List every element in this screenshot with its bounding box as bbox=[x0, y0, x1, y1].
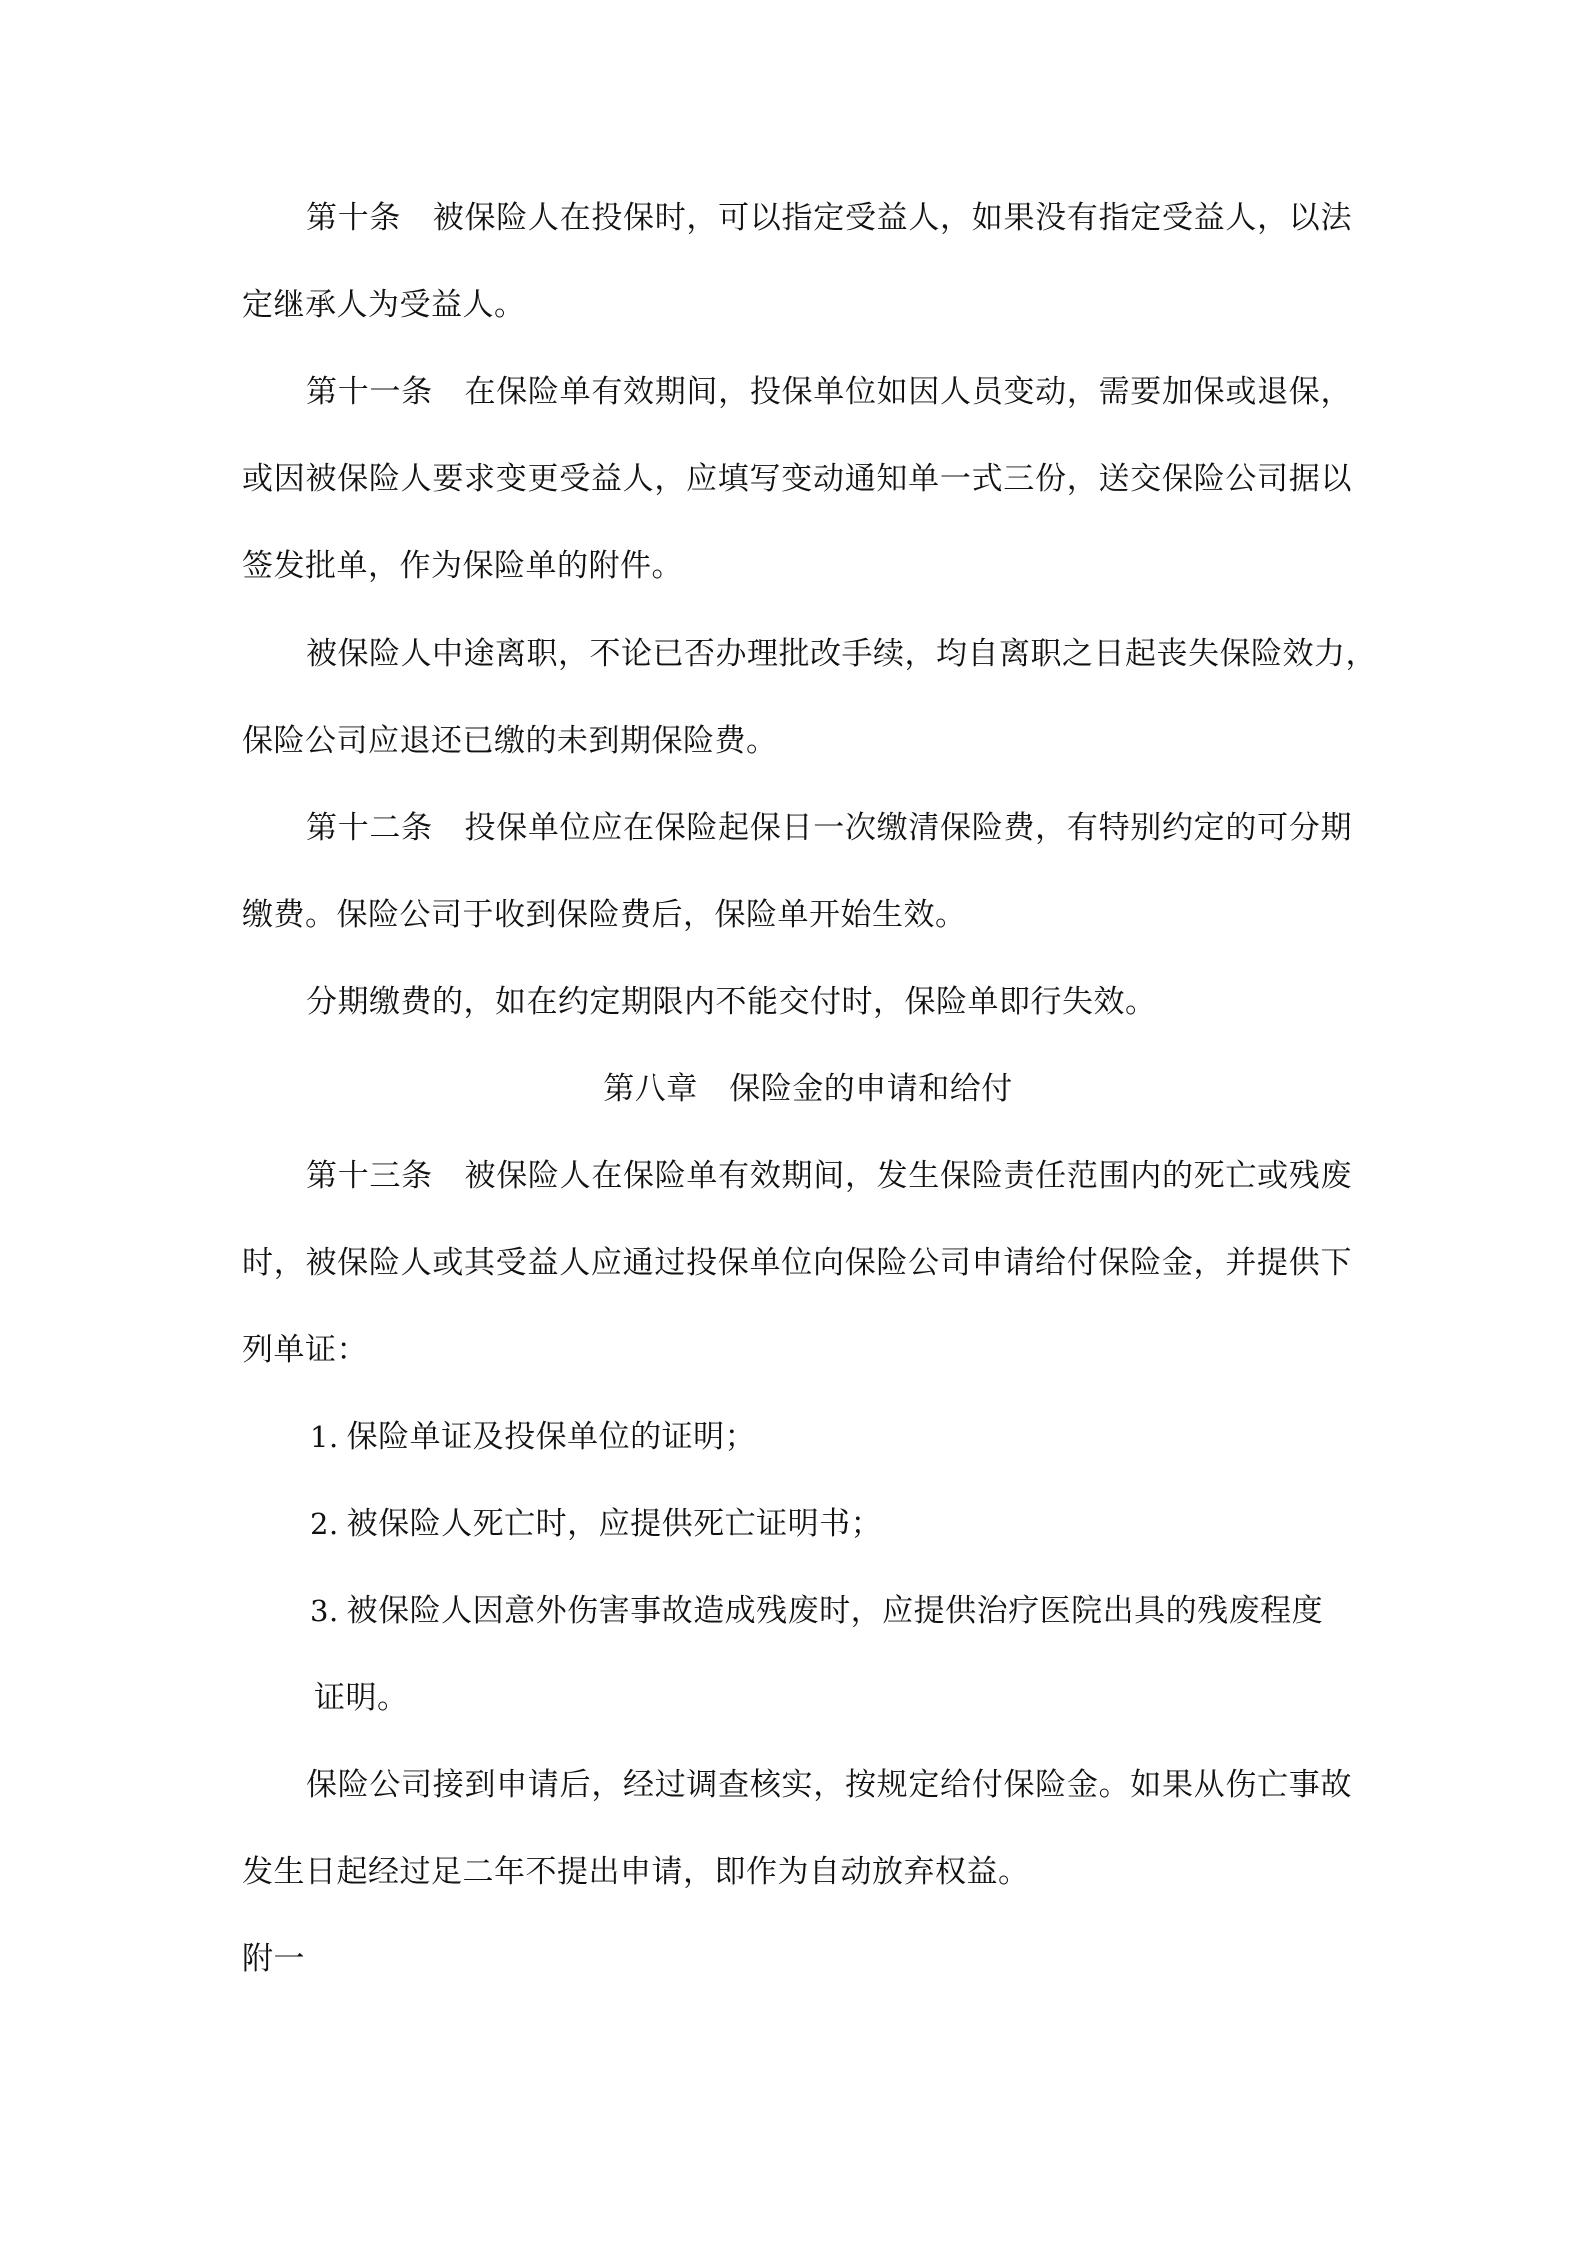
list-item-number: 1. bbox=[310, 1420, 339, 1454]
article-10-line-1: 第十条 被保险人在投保时，可以指定受益人，如果没有指定受益人，以法 bbox=[306, 200, 1352, 236]
article-12-line-1: 第十二条 投保单位应在保险起保日一次缴清保险费，有特别约定的可分期 bbox=[306, 810, 1352, 846]
list-item-number: 2. bbox=[310, 1507, 339, 1541]
appendix-label: 附一 bbox=[242, 1941, 305, 1977]
list-item bbox=[310, 1504, 1352, 1544]
article-11-line-3: 签发批单，作为保险单的附件。 bbox=[242, 548, 683, 584]
article-13-line-1: 第十三条 被保险人在保险单有效期间，发生保险责任范围内的死亡或残废 bbox=[306, 1158, 1352, 1194]
article-12-para2-line-1: 分期缴费的，如在约定期限内不能交付时，保险单即行失效。 bbox=[306, 984, 1157, 1020]
chapter-8-heading: 第八章 保险金的申请和给付 bbox=[603, 1071, 1013, 1107]
article-11-line-2: 或因被保险人要求变更受益人，应填写变动通知单一式三份，送交保险公司据以 bbox=[242, 461, 1352, 497]
article-13-line-3: 列单证： bbox=[242, 1332, 368, 1368]
list-item-text: 被保险人因意外伤害事故造成残废时，应提供治疗医院出具的残废程度 bbox=[346, 1593, 1324, 1629]
article-13-para2-line-2: 发生日起经过足二年不提出申请，即作为自动放弃权益。 bbox=[242, 1854, 1030, 1890]
list-item-text: 保险单证及投保单位的证明； bbox=[346, 1419, 757, 1455]
list-item-number: 3. bbox=[310, 1594, 339, 1628]
article-11-para2-line-2: 保险公司应退还已缴的未到期保险费。 bbox=[242, 723, 778, 759]
article-13-para2-line-1: 保险公司接到申请后，经过调查核实，按规定给付保险金。如果从伤亡事故 bbox=[306, 1767, 1352, 1803]
list-item-text: 被保险人死亡时，应提供死亡证明书； bbox=[346, 1506, 883, 1542]
article-10-line-2: 定继承人为受益人。 bbox=[242, 287, 526, 323]
list-item bbox=[310, 1591, 1352, 1631]
article-11-para2-line-1: 被保险人中途离职，不论已否办理批改手续，均自离职之日起丧失保险效力， bbox=[306, 636, 1377, 672]
list-item bbox=[310, 1417, 1352, 1457]
article-12-line-2: 缴费。保险公司于收到保险费后，保险单开始生效。 bbox=[242, 897, 967, 933]
list-item-continuation: 证明。 bbox=[314, 1680, 409, 1716]
article-13-line-2: 时，被保险人或其受益人应通过投保单位向保险公司申请给付保险金，并提供下 bbox=[242, 1245, 1352, 1281]
article-11-line-1: 第十一条 在保险单有效期间，投保单位如因人员变动，需要加保或退保， bbox=[306, 374, 1352, 410]
